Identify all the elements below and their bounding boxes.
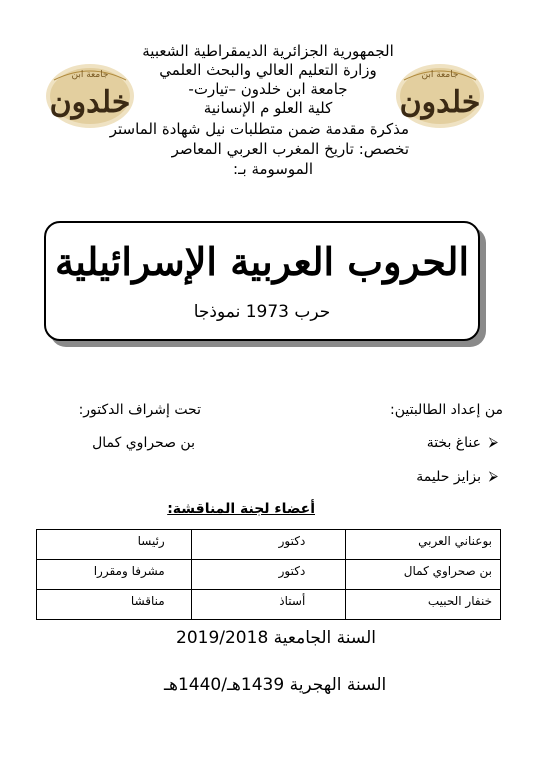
member-name: بن صحراوي كمال: [346, 560, 501, 590]
republic-line: الجمهورية الجزائرية الديمقراطية الشعبية: [142, 42, 394, 60]
seal-main-text: خلدون: [399, 85, 481, 120]
table-row: [37, 590, 501, 620]
arrow-bullet-icon: ⮚: [488, 435, 498, 450]
supervisor-name: بن صحراوي كمال: [92, 435, 195, 451]
table-row: [37, 530, 501, 560]
hijri-year: السنة الهجرية 1439هـ/1440هـ: [164, 675, 387, 695]
member-rank: أستاذ: [191, 590, 346, 620]
member-role: رئيسا: [37, 530, 192, 560]
seal-top-text: جامعة ابن: [421, 70, 459, 80]
committee-table: [36, 529, 501, 620]
seal-main-text: خلدون: [49, 85, 131, 120]
member-rank: دكتور: [191, 530, 346, 560]
ministry-line: وزارة التعليم العالي والبحث العلمي: [159, 61, 377, 79]
thesis-title: الحروب العربية الإسرائيلية: [54, 239, 470, 284]
header: [118, 42, 418, 118]
faculty-line: كلية العلو م الإنسانية: [203, 99, 333, 117]
member-name: خنفار الحبيب: [346, 590, 501, 620]
student-item: [426, 434, 498, 452]
student-name: بزايز حليمة: [416, 469, 481, 485]
member-role: مناقشا: [37, 590, 192, 620]
academic-year: السنة الجامعية 2019/2018: [176, 628, 376, 648]
table-row: [37, 560, 501, 590]
student-item: [416, 468, 498, 486]
member-rank: دكتور: [191, 560, 346, 590]
title-box: [44, 221, 480, 341]
titled-line: الموسومة بـ:: [233, 160, 313, 178]
arrow-bullet-icon: ⮚: [488, 469, 498, 484]
seal-top-text: جامعة ابن: [71, 70, 109, 80]
member-role: مشرفا ومقررا: [37, 560, 192, 590]
member-name: بوعناني العربي: [346, 530, 501, 560]
specialty-line: تخصص: تاريخ المغرب العربي المعاصر: [171, 140, 409, 158]
thesis-subtitle: حرب 1973 نموذجا: [193, 302, 331, 322]
supervisor-label: تحت إشراف الدكتور:: [78, 402, 201, 418]
students-label: من إعداد الطالبتين:: [390, 402, 503, 418]
committee-label: أعضاء لجنة المناقشة:: [167, 501, 315, 517]
university-line: جامعة ابن خلدون –تيارت-: [188, 80, 348, 98]
student-name: عناغ بختة: [426, 435, 481, 451]
memo-line: مذكرة مقدمة ضمن متطلبات نيل شهادة الماستر: [109, 120, 409, 138]
